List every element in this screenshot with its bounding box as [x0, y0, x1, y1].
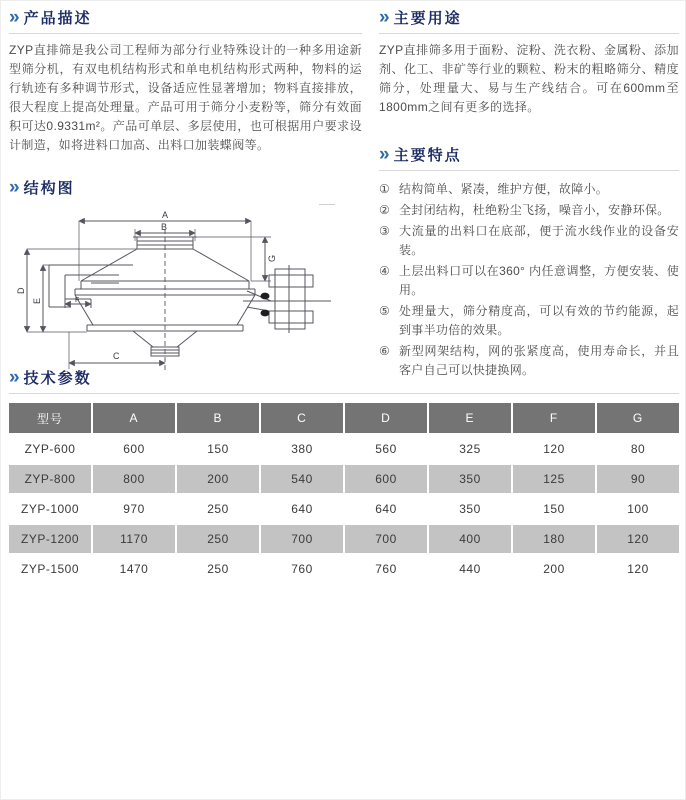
feature-item [379, 302, 679, 340]
double-chevron-icon: » [379, 143, 388, 165]
double-chevron-icon: » [9, 366, 18, 388]
section-title: 主要用途 [393, 10, 462, 27]
section-structure-diagram [9, 177, 362, 388]
table-cell: 120 [627, 562, 649, 576]
feature-text: 处理量大，筛分精度高，可以有效的节约能源，起到事半功倍的效果。 [399, 304, 679, 337]
section-header [9, 7, 362, 34]
feature-text: 上层出料口可以在360° 内任意调整，方便安装、使用。 [399, 264, 679, 297]
table-cell: 1170 [93, 525, 175, 553]
feature-list [379, 180, 679, 380]
table-cell: ZYP-600 [24, 442, 76, 456]
feature-number: ③ [379, 224, 390, 238]
table-cell: 350 [429, 465, 511, 493]
feature-number: ① [379, 182, 390, 196]
feature-text: 结构简单、紧凑，维护方便，故障小。 [399, 182, 609, 196]
table-cell: 80 [630, 442, 646, 456]
table-cell: 800 [93, 465, 175, 493]
table-header-f: F [513, 403, 595, 433]
dim-label-d: D [16, 287, 26, 294]
feature-number: ⑥ [379, 344, 390, 358]
table-header-g: G [597, 403, 679, 433]
feature-text: 全封闭结构，杜绝粉尘飞扬，噪音小，安静环保。 [399, 203, 670, 217]
table-cell: 970 [123, 502, 145, 516]
table-header-b: B [177, 403, 259, 433]
section-header [379, 144, 679, 171]
feature-number: ② [379, 203, 390, 217]
table-cell: 600 [345, 465, 427, 493]
table-cell: 440 [459, 562, 481, 576]
table-cell: 150 [207, 442, 229, 456]
section-title: 结构图 [23, 180, 75, 197]
dim-label-f: F [75, 297, 80, 304]
dim-label-e: E [32, 297, 42, 304]
table-cell: ZYP-1000 [20, 502, 80, 516]
table-cell: 180 [513, 525, 595, 553]
feature-text: 大流量的出料口在底部，便于流水线作业的设备安装。 [399, 224, 679, 257]
table-cell: 700 [261, 525, 343, 553]
table-cell: 90 [597, 465, 679, 493]
section-title: 产品描述 [23, 10, 92, 27]
table-cell: 120 [597, 525, 679, 553]
table-cell: 100 [627, 502, 649, 516]
double-chevron-icon: » [9, 176, 18, 198]
table-cell: 1470 [119, 562, 149, 576]
table-cell: 200 [177, 465, 259, 493]
table-cell: 640 [291, 502, 313, 516]
dim-label-g: G [267, 254, 277, 262]
section-product-description [9, 7, 362, 155]
feature-item [379, 180, 679, 199]
feature-text: 新型网架结构，网的张紧度高，使用寿命长，并且客户自己可以快捷换网。 [399, 344, 679, 377]
dim-label-b: B [161, 222, 168, 232]
description-paragraph: ZYP直排筛是我公司工程师为部分行业特殊设计的一种多用途新型筛分机，有双电机结构形式和单电机结构形式两种，物料的运行轨迹有多种调节形式，设备适应性显著增加；物料直接排放，很大程度上提高处理量。产品可用于筛分小麦粉等，筛分有效面积可达0.9331m²。产品可单层、多层使用，也可根据用户要求设计制造，如将进料口加高、出料口加装蝶阀等。 [9, 43, 362, 152]
table-header-d: D [345, 403, 427, 433]
table-cell: 250 [207, 562, 229, 576]
section-main-features [379, 144, 679, 382]
section-title: 技术参数 [23, 370, 92, 387]
table-header-a: A [93, 403, 175, 433]
table-cell: 760 [375, 562, 397, 576]
table-cell: 640 [375, 502, 397, 516]
section-tech-parameters [9, 367, 679, 583]
table-cell: 120 [543, 442, 565, 456]
feature-number: ⑤ [379, 304, 390, 318]
table-cell: ZYP-1500 [20, 562, 80, 576]
feature-item [379, 222, 679, 260]
structure-diagram [9, 211, 362, 388]
section-title: 主要特点 [393, 147, 462, 164]
section-header [379, 7, 679, 34]
table-cell: 760 [291, 562, 313, 576]
parameters-table [9, 403, 679, 583]
table-cell: 150 [543, 502, 565, 516]
table-header-model: 型号 [9, 403, 91, 433]
table-cell: 125 [513, 465, 595, 493]
table-cell: 200 [543, 562, 565, 576]
table-cell: 600 [123, 442, 145, 456]
table-cell: 400 [429, 525, 511, 553]
uses-paragraph: ZYP直排筛多用于面粉、淀粉、洗衣粉、金属粉、添加剂、化工、非矿等行业的颗粒、粉末的粗略筛分、精度筛分，处理量大、易与生产线结合。可在600mm至1800mm之间有更多的选择。 [379, 43, 679, 114]
divider-remnant [319, 204, 335, 205]
double-chevron-icon: » [379, 6, 388, 28]
double-chevron-icon: » [9, 6, 18, 28]
section-main-uses [379, 7, 679, 117]
table-cell: 250 [177, 525, 259, 553]
table-cell: 250 [207, 502, 229, 516]
feature-item [379, 201, 679, 220]
dim-label-a: A [162, 211, 169, 220]
table-cell: 540 [261, 465, 343, 493]
table-header-c: C [261, 403, 343, 433]
dim-label-c: C [113, 351, 120, 361]
table-cell: 325 [459, 442, 481, 456]
table-cell: 700 [345, 525, 427, 553]
sieve-machine-drawing [13, 211, 343, 383]
table-cell: 560 [375, 442, 397, 456]
table-cell: ZYP-800 [9, 465, 91, 493]
section-header [9, 177, 362, 203]
table-cell: 350 [459, 502, 481, 516]
table-header-e: E [429, 403, 511, 433]
section-header [9, 367, 679, 394]
table-cell: 380 [291, 442, 313, 456]
feature-number: ④ [379, 264, 390, 278]
table-cell: ZYP-1200 [9, 525, 91, 553]
feature-item [379, 262, 679, 300]
